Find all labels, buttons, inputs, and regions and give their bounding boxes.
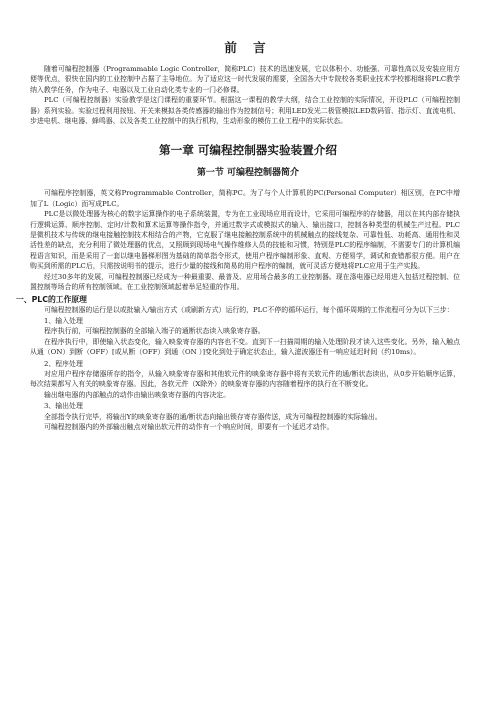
step-1-paragraph-1: 程序执行前，可编程控制器的全部输入端子的通断状态读入映象寄存器。 <box>44 327 265 336</box>
section-paragraph-2: PLC是以微处理器为核心的数字运算操作的电子系统装置，专为在工业现场应用而设计，它采用可编程序的存储器，用以在其内部存储执行逻辑运算、顺序控制、定时/计数和算术运算等操作指令，并通过数字式或模拟式的输入、输出接口，控制各种类型的机械生产过程。PLC是微机技术与传统的继电接触控制技术相结合的产物，它克服了继电接触控制系统中的机械触点的接线复杂、可靠性低、功耗高、通用性和灵活性差的缺点，充分利用了微处理器的优点，又照顾到现场电气操作维修人员的技能和习惯，特别是PLC的程序编制，不需要专门的计算机编程语言知识，而是采用了一套以继电器梯形图为基础的简单指令形式，使用户程序编制形象、直观、方便易学，调试和查错都很方便。用户在购买到所需的PLC后，只需按说明书的提示，进行少量的接线和简易的用户程序的编制，就可灵活方便地将PLC应用于生产实践。 <box>30 210 460 271</box>
step-1-paragraph-2: 在程序执行中，即使输入状态变化，输入映象寄存器的内容也不变。直到下一扫描周期的输入处理阶段才读入这些变化。另外，输入触点从通（ON）到断（OFF）[或从断（OFF）到通（ON ）]变化到处于确定状态止，输入滤波器还有一响应延迟时间（约10ms）。 <box>30 337 460 357</box>
step-1-title: 1、输入处理 <box>44 316 83 325</box>
step-3-paragraph-1: 全部指令执行完毕，将输出Y的映象寄存器的通/断状态向输出锁存寄存器传送，成为可编程控制器的实际输出。 <box>44 412 382 421</box>
preface-title: 前 言 <box>224 40 272 55</box>
step-3-title: 3、输出处理 <box>44 402 83 411</box>
document-body <box>0 40 496 432</box>
section-title: 第一节 可编程控制器简介 <box>196 168 300 179</box>
preface-paragraph-1: 随着可编程控制器（Programmable Logic Controller，简称PLC）技术的迅速发展，它以体积小、功能强、可靠性高以及安装应用方便等优点，很快在国内的工业控制中占据了主导地位。为了适应这一时代发展的需要，全国各大中专院校各类职业技术学校都相继将PLC教学纳入教学任务，作为电子、电器以及工业自动化类专业的一门必修课。 <box>30 65 460 94</box>
section-paragraph-3: 经过30多年的发展，可编程控制器已经成为一种最重要、最普及、应用场合最多的工业控制器。现在涤电器已经用进入包括过程控制、位置控制等场合的所有控制领域。在工业控制领域起着举足轻重的作用。 <box>30 272 460 292</box>
step-2-title: 2、程序处理 <box>44 359 83 368</box>
section-paragraph-1: 可编程序控制器，英文称Programmable Controller，简称PC。为了与个人计算机的PC(Personal Computer）相区别，在PC中增加了L（Logic）而写成PLC。 <box>30 189 460 208</box>
chapter-title: 第一章 可编程控制器实验装置介绍 <box>159 143 337 158</box>
step-2-paragraph-1: 对应用户程序存储器所存的指令，从输入映象寄存器和其他软元件的映象寄存器中将有关软元件的通/断状态读出，从0步开始顺序运算，每次结果都写入有关的映象寄存器。因此，各软元件（X除外）的映象寄存器的内容随着程序的执行在不断变化。 <box>30 369 460 389</box>
step-2-paragraph-2: 输出继电器的内部触点的动作由输出映象寄存器的内容决定。 <box>44 390 231 399</box>
subsection-title: 一、PLC的工作原理 <box>16 294 87 304</box>
subsection-intro: 可编程控制器的运行是以或批输入/输出方式（或刷新方式）运行的，PLC不停的循环运行，每个循环周期的工作流程可分为以下三步： <box>44 305 454 314</box>
step-3-paragraph-2: 可编程控制器内的外部输出触点对输出软元件的动作有一个响应时间，即要有一个延迟才动作。 <box>44 422 334 431</box>
preface-paragraph-2: PLC（可编程控制器）实验教学是这门课程的重要环节。根据这一课程的教学大纲，结合工业控制的实际情况，开设PLC（可编程控制器）系列实验。实验过程利用按钮、开关来模拟各类传感器的输出作为控制信号；利用LED发光二极管模拟LED数码管、指示灯、直流电机、步进电机、继电器、蜂鸣器、以及各类工业控制中的执行机构，生动形象的模仿工业工程中的实际状态。 <box>30 96 460 126</box>
